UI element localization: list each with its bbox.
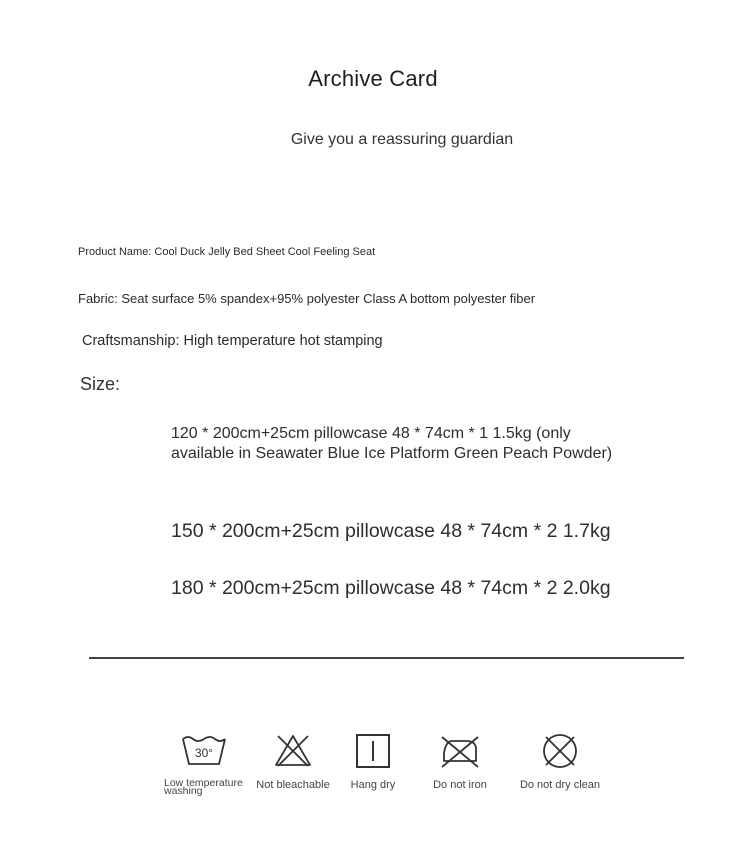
care-item-hang bbox=[323, 733, 423, 791]
care-label-bleach: Not bleachable bbox=[256, 779, 330, 791]
care-label-iron: Do not iron bbox=[433, 779, 487, 791]
fabric-info: Fabric: Seat surface 5% spandex+95% polyester Class A bottom polyester fiber bbox=[78, 291, 536, 306]
no-bleach-icon bbox=[273, 733, 313, 769]
care-label-dryclean: Do not dry clean bbox=[519, 779, 601, 791]
size-option-150: 150 * 200cm+25cm pillowcase 48 * 74cm * 2 1.7kg bbox=[171, 520, 611, 542]
section-divider bbox=[89, 657, 684, 659]
care-item-wash bbox=[154, 733, 254, 795]
page-subtitle: Give you a reassuring guardian bbox=[290, 131, 514, 148]
care-label-hang: Hang dry bbox=[350, 779, 396, 791]
page-title: Archive Card bbox=[308, 66, 438, 91]
hang-dry-icon bbox=[353, 733, 393, 769]
no-iron-icon bbox=[438, 733, 482, 769]
no-dry-clean-icon bbox=[540, 733, 580, 769]
wash-30-icon bbox=[180, 733, 228, 769]
product-name: Product Name: Cool Duck Jelly Bed Sheet Cool Feeling Seat bbox=[78, 246, 376, 258]
care-item-iron bbox=[410, 733, 510, 791]
craftsmanship-info: Craftsmanship: High temperature hot stamping bbox=[82, 333, 383, 349]
wash-temperature: 30° bbox=[194, 746, 214, 760]
size-option-120: 120 * 200cm+25cm pillowcase 48 * 74cm * 1 1.5kg (only available in Seawater Blue Ice Platform Green Peach Powder) bbox=[171, 425, 613, 462]
size-label: Size: bbox=[80, 374, 121, 394]
care-item-dryclean bbox=[510, 733, 610, 791]
care-label-wash: Low temperature washing bbox=[164, 777, 243, 797]
size-option-180: 180 * 200cm+25cm pillowcase 48 * 74cm * 2 2.0kg bbox=[171, 577, 611, 599]
